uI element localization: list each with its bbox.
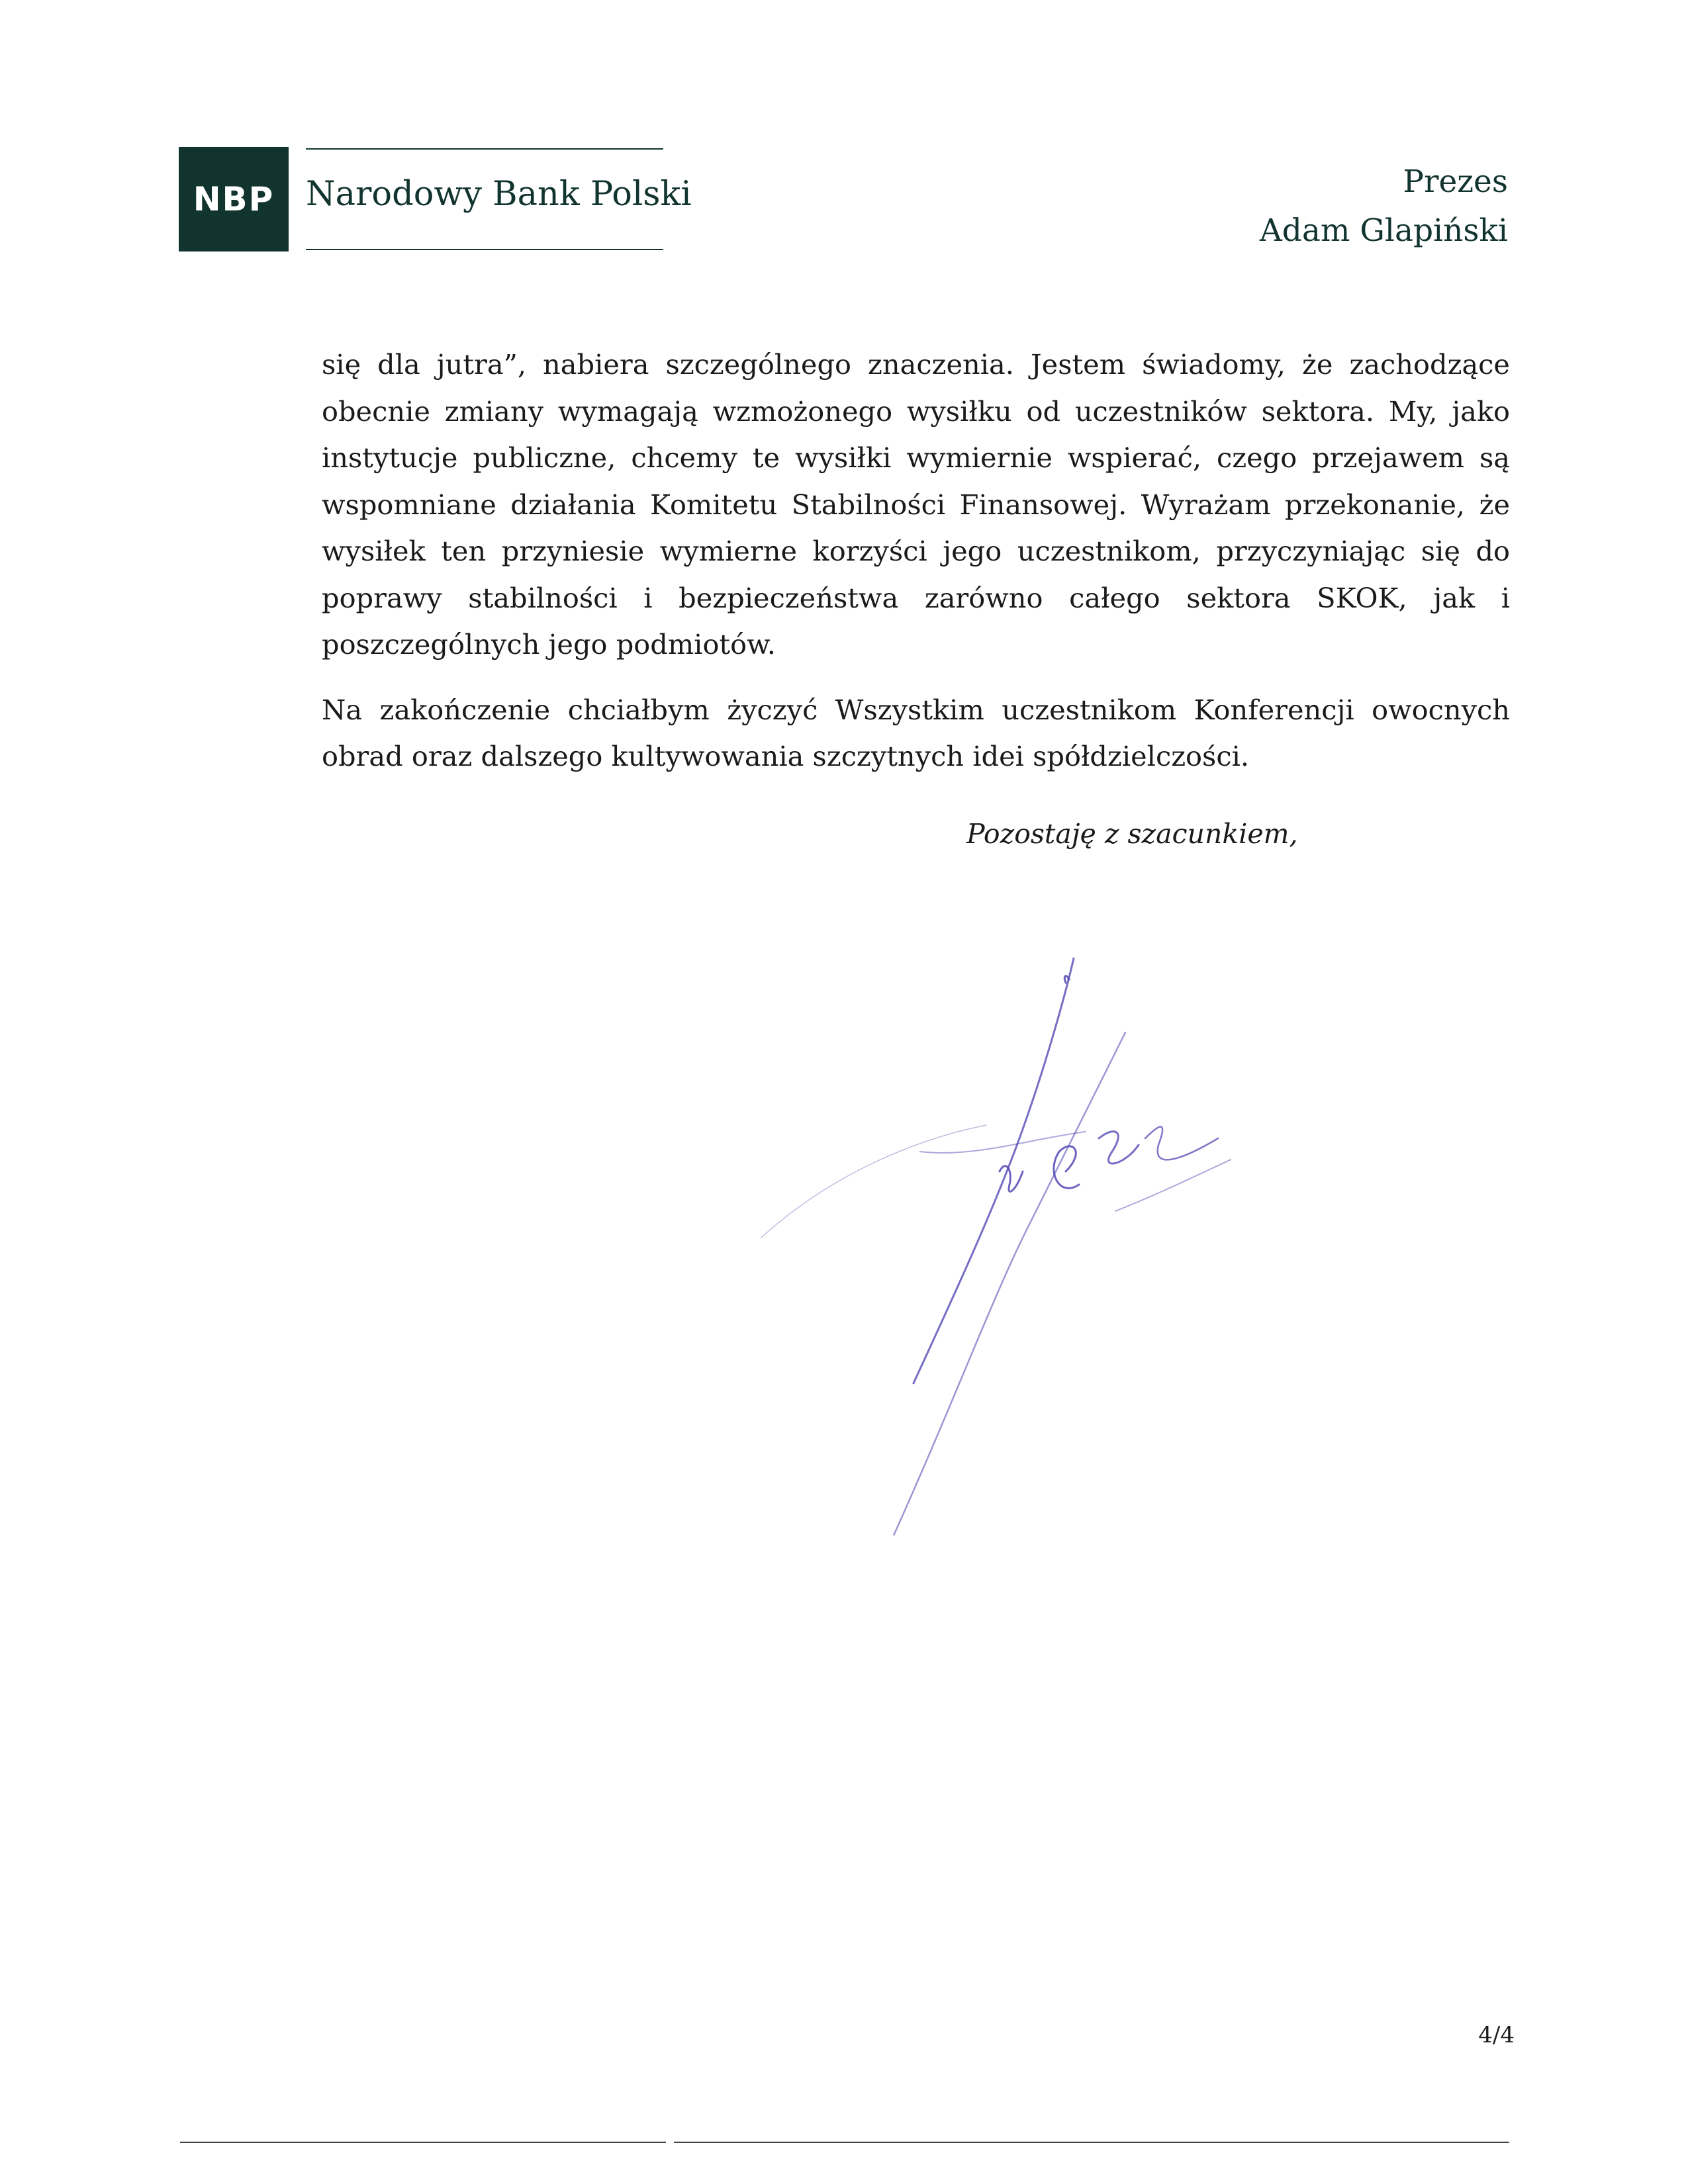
page-number: 4/4: [1478, 2022, 1515, 2048]
footer-rule-right: [674, 2142, 1509, 2143]
handwritten-signature: [755, 953, 1231, 1535]
paragraph: się dla jutra”, nabiera szczególnego znaczenia. Jestem świadomy, że zachodzące obecnie zmiany wymagają wzmożonego wysiłku od uczestników sektora. My, jako instytucje publiczne, chcemy te wysiłki wymiernie wspierać, czego przejawem są wspomniane działania Komitetu Stabilności Finansowej. Wyrażam przekonanie, że wysiłek ten przyniesie wymierne korzyści jego uczestnikom, przyczyniając się do poprawy stabilności i bezpieczeństwa zarówno całego sektora SKOK, jak i poszczególnych jego podmiotów.: [322, 348, 1510, 660]
logo-rule-bottom: [306, 249, 663, 250]
sender-title: Prezes: [1403, 163, 1508, 200]
paragraph: Na zakończenie chciałbym życzyć Wszystkim uczestnikom Konferencji owocnych obrad oraz dalszego kultywowania szczytnych idei spółdzielczości.: [322, 693, 1510, 772]
sender-name: Adam Glapiński: [1259, 212, 1508, 249]
sender-block: [1260, 158, 1508, 255]
logo-rule-top: [306, 148, 663, 150]
footer-rule-left: [180, 2142, 666, 2143]
logo-text: NBP: [193, 180, 275, 218]
letter-body: [322, 341, 1510, 799]
nbp-logo: [179, 147, 289, 251]
closing-phrase: Pozostaję z szacunkiem,: [966, 818, 1298, 850]
bank-name: Narodowy Bank Polski: [306, 175, 692, 214]
